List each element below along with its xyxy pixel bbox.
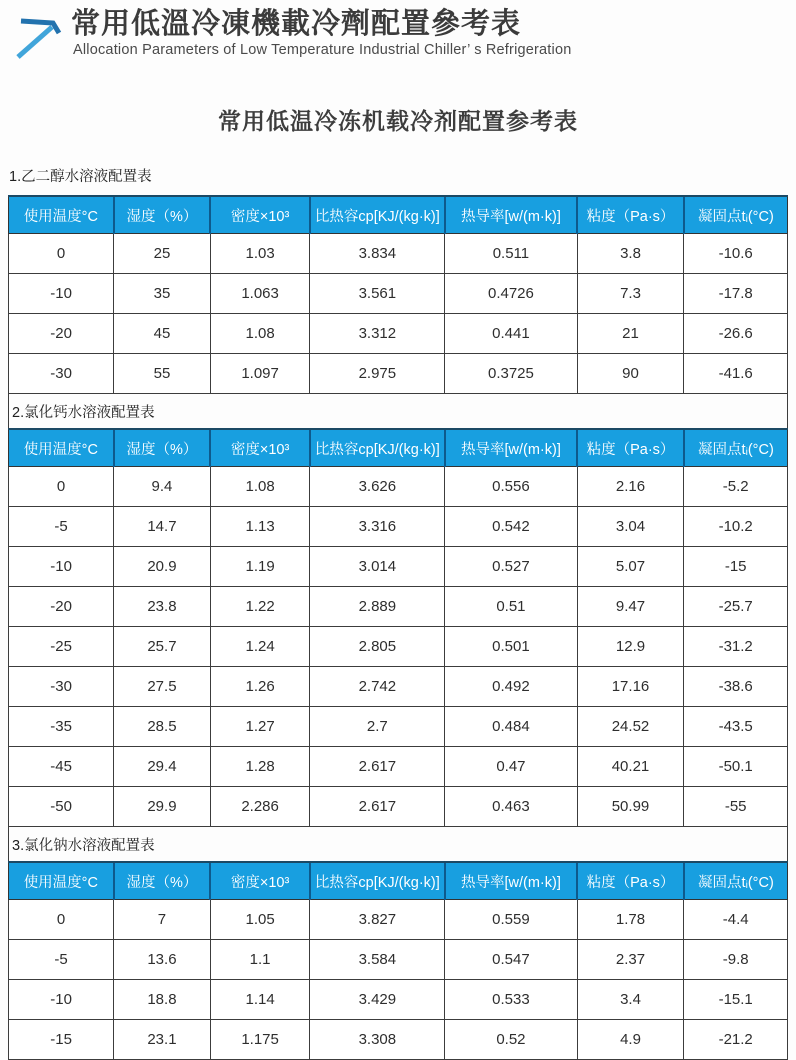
- table-cell: -10: [9, 547, 114, 587]
- table-cell: -26.6: [684, 314, 788, 354]
- table-cell: 0.527: [445, 547, 577, 587]
- header-row: [9, 862, 788, 900]
- table-row: [9, 747, 788, 787]
- table-row: [9, 314, 788, 354]
- table-cell: 1.1: [210, 940, 310, 980]
- table-cell: -17.8: [684, 274, 788, 314]
- table-cell: 23.1: [114, 1020, 211, 1060]
- table-cell: 1.78: [577, 900, 684, 940]
- column-header: 粘度（Pa·s）: [577, 862, 684, 900]
- table-cell: 2.37: [577, 940, 684, 980]
- column-header: 热导率[w/(m·k)]: [445, 862, 577, 900]
- header-row: [9, 196, 788, 234]
- table-cell: 27.5: [114, 667, 211, 707]
- column-header: 凝固点tᵢ(°C): [684, 196, 788, 234]
- up-right-arrow-icon: [10, 12, 62, 67]
- table-cell: -10.2: [684, 507, 788, 547]
- table-row: [9, 587, 788, 627]
- brand-subtitle: Allocation Parameters of Low Temperature Industrial Chiller’ s Refrigeration: [73, 42, 572, 59]
- table-cell: -45: [9, 747, 114, 787]
- table-cell: 0.556: [445, 467, 577, 507]
- table-cell: 1.28: [210, 747, 310, 787]
- table-row: [9, 940, 788, 980]
- table-cell: 0.511: [445, 234, 577, 274]
- refrigerant-table: [8, 195, 788, 1060]
- table-cell: 1.24: [210, 627, 310, 667]
- table-cell: 9.47: [577, 587, 684, 627]
- table-cell: 2.889: [310, 587, 445, 627]
- table-cell: 25: [114, 234, 211, 274]
- column-header: 比热容cp[KJ/(kg·k)]: [310, 196, 445, 234]
- column-header: 热导率[w/(m·k)]: [445, 196, 577, 234]
- table-cell: 0.501: [445, 627, 577, 667]
- table-row: [9, 467, 788, 507]
- table-cell: 7.3: [577, 274, 684, 314]
- column-header: 使用温度°C: [9, 862, 114, 900]
- table-cell: 1.097: [210, 354, 310, 394]
- table-cell: 1.13: [210, 507, 310, 547]
- table-cell: 0.463: [445, 787, 577, 827]
- table-cell: 3.308: [310, 1020, 445, 1060]
- table-cell: 0.484: [445, 707, 577, 747]
- table-cell: 0.559: [445, 900, 577, 940]
- table-cell: -38.6: [684, 667, 788, 707]
- table-cell: 0.47: [445, 747, 577, 787]
- table-cell: -25.7: [684, 587, 788, 627]
- table-row: [9, 547, 788, 587]
- table-cell: 1.08: [210, 314, 310, 354]
- column-header: 比热容cp[KJ/(kg·k)]: [310, 862, 445, 900]
- header-row: [9, 429, 788, 467]
- table-cell: 2.975: [310, 354, 445, 394]
- table-cell: 3.834: [310, 234, 445, 274]
- brand-title: 常用低溫冷凍機載冷劑配置參考表: [71, 8, 522, 40]
- table-cell: 1.063: [210, 274, 310, 314]
- table-cell: 0.441: [445, 314, 577, 354]
- table-cell: 0.51: [445, 587, 577, 627]
- table-cell: -5: [9, 507, 114, 547]
- table-cell: 0.533: [445, 980, 577, 1020]
- table-cell: -20: [9, 314, 114, 354]
- column-header: 密度×10³: [210, 429, 310, 467]
- table-cell: 21: [577, 314, 684, 354]
- table-cell: 0: [9, 234, 114, 274]
- table-cell: 3.584: [310, 940, 445, 980]
- column-header: 湿度（%）: [114, 429, 211, 467]
- table-cell: 18.8: [114, 980, 211, 1020]
- table-cell: 14.7: [114, 507, 211, 547]
- table-cell: 20.9: [114, 547, 211, 587]
- table-cell: -25: [9, 627, 114, 667]
- section-label-row: [9, 827, 788, 863]
- table-row: [9, 667, 788, 707]
- table-row: [9, 354, 788, 394]
- table-cell: 12.9: [577, 627, 684, 667]
- table-cell: 0.542: [445, 507, 577, 547]
- section-label-row: [9, 394, 788, 430]
- table-cell: 13.6: [114, 940, 211, 980]
- table-cell: 3.4: [577, 980, 684, 1020]
- table-cell: 0.52: [445, 1020, 577, 1060]
- column-header: 凝固点tᵢ(°C): [684, 862, 788, 900]
- table-row: [9, 900, 788, 940]
- section-label: 2.氯化钙水溶液配置表: [9, 394, 788, 430]
- table-cell: 1.08: [210, 467, 310, 507]
- table-row: [9, 707, 788, 747]
- section-label: 3.氯化钠水溶液配置表: [9, 827, 788, 863]
- column-header: 密度×10³: [210, 196, 310, 234]
- table-cell: 1.27: [210, 707, 310, 747]
- column-header: 湿度（%）: [114, 196, 211, 234]
- table-cell: 2.805: [310, 627, 445, 667]
- table-cell: 0.492: [445, 667, 577, 707]
- section-label: 1.乙二醇水溶液配置表: [9, 169, 152, 185]
- table-cell: 1.22: [210, 587, 310, 627]
- table-cell: 2.617: [310, 747, 445, 787]
- table-cell: -4.4: [684, 900, 788, 940]
- table-cell: 1.05: [210, 900, 310, 940]
- table-cell: -31.2: [684, 627, 788, 667]
- table-row: [9, 507, 788, 547]
- table-cell: 7: [114, 900, 211, 940]
- table-cell: -30: [9, 354, 114, 394]
- table-cell: 2.286: [210, 787, 310, 827]
- table-cell: 0.3725: [445, 354, 577, 394]
- column-header: 热导率[w/(m·k)]: [445, 429, 577, 467]
- table-cell: 3.827: [310, 900, 445, 940]
- table-cell: 40.21: [577, 747, 684, 787]
- table-cell: -10: [9, 980, 114, 1020]
- table-cell: 2.16: [577, 467, 684, 507]
- table-row: [9, 627, 788, 667]
- table-cell: 3.561: [310, 274, 445, 314]
- table-cell: -20: [9, 587, 114, 627]
- tables-area: [8, 165, 788, 1060]
- table-cell: -5.2: [684, 467, 788, 507]
- table-row: [9, 980, 788, 1020]
- table-cell: 2.7: [310, 707, 445, 747]
- table-cell: 25.7: [114, 627, 211, 667]
- table-row: [9, 787, 788, 827]
- table-cell: -10: [9, 274, 114, 314]
- table-row: [9, 234, 788, 274]
- table-cell: 55: [114, 354, 211, 394]
- brand-header: [0, 0, 796, 67]
- table-cell: 90: [577, 354, 684, 394]
- column-header: 比热容cp[KJ/(kg·k)]: [310, 429, 445, 467]
- table-cell: -43.5: [684, 707, 788, 747]
- table-cell: 29.4: [114, 747, 211, 787]
- table-cell: -15: [684, 547, 788, 587]
- table-cell: 3.312: [310, 314, 445, 354]
- column-header: 粘度（Pa·s）: [577, 196, 684, 234]
- table-cell: -10.6: [684, 234, 788, 274]
- column-header: 密度×10³: [210, 862, 310, 900]
- page-title: 常用低温冷冻机载冷剂配置参考表: [218, 108, 578, 134]
- table-cell: 4.9: [577, 1020, 684, 1060]
- table-cell: 1.26: [210, 667, 310, 707]
- table-cell: 28.5: [114, 707, 211, 747]
- table-cell: 3.316: [310, 507, 445, 547]
- table-cell: -35: [9, 707, 114, 747]
- table-cell: -15: [9, 1020, 114, 1060]
- table-cell: 3.014: [310, 547, 445, 587]
- table-cell: 50.99: [577, 787, 684, 827]
- column-header: 湿度（%）: [114, 862, 211, 900]
- table-cell: 3.8: [577, 234, 684, 274]
- table-cell: 0: [9, 467, 114, 507]
- table-cell: -5: [9, 940, 114, 980]
- table-cell: 1.03: [210, 234, 310, 274]
- table-cell: -21.2: [684, 1020, 788, 1060]
- column-header: 使用温度°C: [9, 196, 114, 234]
- table-cell: 9.4: [114, 467, 211, 507]
- table-cell: 0: [9, 900, 114, 940]
- table-cell: 5.07: [577, 547, 684, 587]
- table-cell: 1.14: [210, 980, 310, 1020]
- table-cell: 35: [114, 274, 211, 314]
- table-cell: 23.8: [114, 587, 211, 627]
- table-cell: 0.547: [445, 940, 577, 980]
- table-cell: 2.742: [310, 667, 445, 707]
- table-cell: -50: [9, 787, 114, 827]
- table-cell: -15.1: [684, 980, 788, 1020]
- table-row: [9, 274, 788, 314]
- column-header: 粘度（Pa·s）: [577, 429, 684, 467]
- table-cell: 29.9: [114, 787, 211, 827]
- table-cell: 24.52: [577, 707, 684, 747]
- table-cell: 1.175: [210, 1020, 310, 1060]
- table-cell: 3.429: [310, 980, 445, 1020]
- table-cell: 0.4726: [445, 274, 577, 314]
- table-cell: -55: [684, 787, 788, 827]
- table-cell: 3.626: [310, 467, 445, 507]
- column-header: 凝固点tᵢ(°C): [684, 429, 788, 467]
- column-header: 使用温度°C: [9, 429, 114, 467]
- table-cell: -41.6: [684, 354, 788, 394]
- table-cell: 17.16: [577, 667, 684, 707]
- table-cell: 45: [114, 314, 211, 354]
- table-cell: 3.04: [577, 507, 684, 547]
- table-cell: 1.19: [210, 547, 310, 587]
- table-cell: -30: [9, 667, 114, 707]
- table-cell: -9.8: [684, 940, 788, 980]
- table-cell: 2.617: [310, 787, 445, 827]
- table-cell: -50.1: [684, 747, 788, 787]
- table-row: [9, 1020, 788, 1060]
